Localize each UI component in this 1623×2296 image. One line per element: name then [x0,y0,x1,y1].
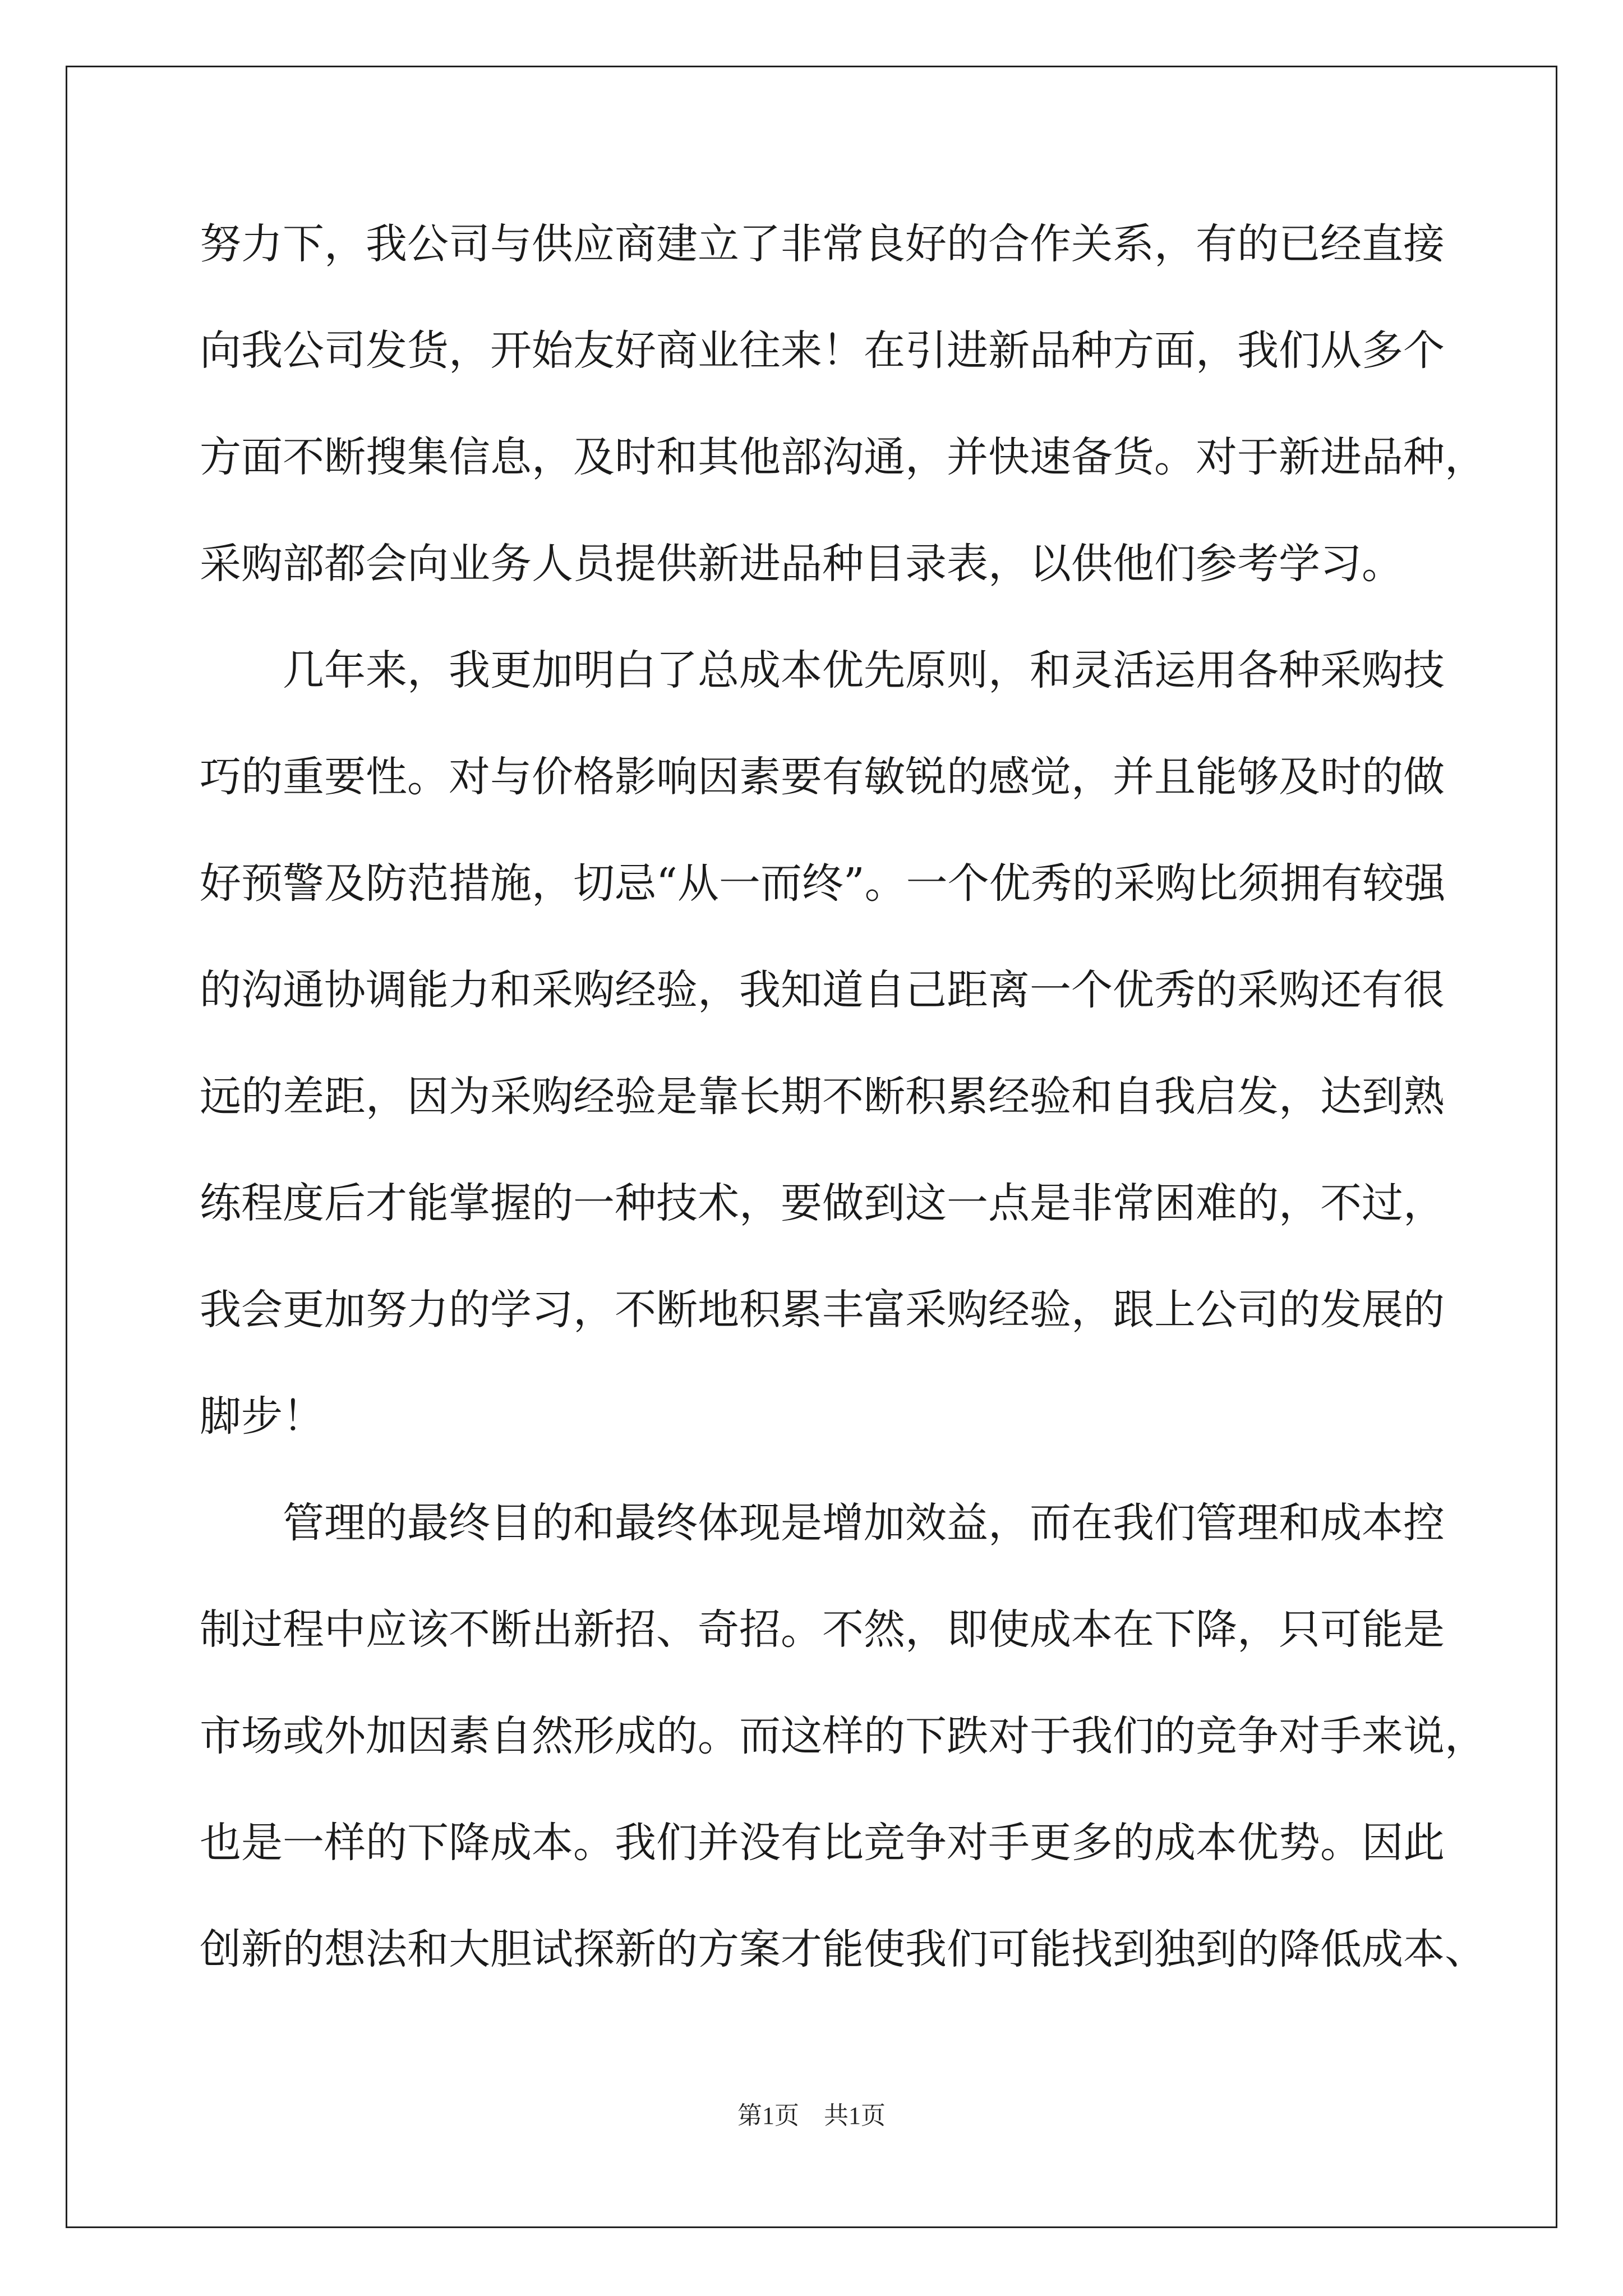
text-line: 练程度后才能掌握的一种技术，要做到这一点是非常困难的，不过， [200,1179,1445,1227]
text-line: 市场或外加因素自然形成的。而这样的下跌对于我们的竞争对手来说， [200,1712,1486,1760]
paragraph-start-line: 管理的最终目的和最终体现是增加效益，而在我们管理和成本控 [283,1499,1445,1547]
document-body [200,213,1486,2025]
text-line: 创新的想法和大胆试探新的方案才能使我们可能找到独到的降低成本、 [200,1925,1486,1973]
paragraph-start-line: 几年来，我更加明白了总成本优先原则，和灵活运用各种采购技 [283,646,1445,694]
text-line: 巧的重要性。对与价格影响因素要有敏锐的感觉，并且能够及时的做 [200,753,1445,801]
text-line: 远的差距，因为采购经验是靠长期不断积累经验和自我启发，达到熟 [200,1073,1445,1121]
text-line: 向我公司发货，开始友好商业往来！在引进新品种方面，我们从多个 [200,326,1445,375]
text-line: 的沟通协调能力和采购经验，我知道自己距离一个优秀的采购还有很 [200,966,1445,1014]
text-line: 方面不断搜集信息，及时和其他部沟通，并快速备货。对于新进品种， [200,433,1486,481]
text-line: 好预警及防范措施，切忌“从一而终”。一个优秀的采购比须拥有较强 [200,859,1446,908]
text-line: 脚步！ [200,1392,324,1441]
text-line: 制过程中应该不断出新招、奇招。不然，即使成本在下降，只可能是 [200,1605,1445,1654]
text-line: 采购部都会向业务人员提供新进品种目录表，以供他们参考学习。 [200,540,1403,588]
text-line: 努力下，我公司与供应商建立了非常良好的合作关系，有的已经直接 [200,220,1445,268]
page-number-footer: 第1页 共1页 [737,2102,886,2129]
text-line: 我会更加努力的学习，不断地积累丰富采购经验，跟上公司的发展的 [200,1286,1445,1334]
text-line: 也是一样的下降成本。我们并没有比竞争对手更多的成本优势。因此 [200,1819,1445,1867]
